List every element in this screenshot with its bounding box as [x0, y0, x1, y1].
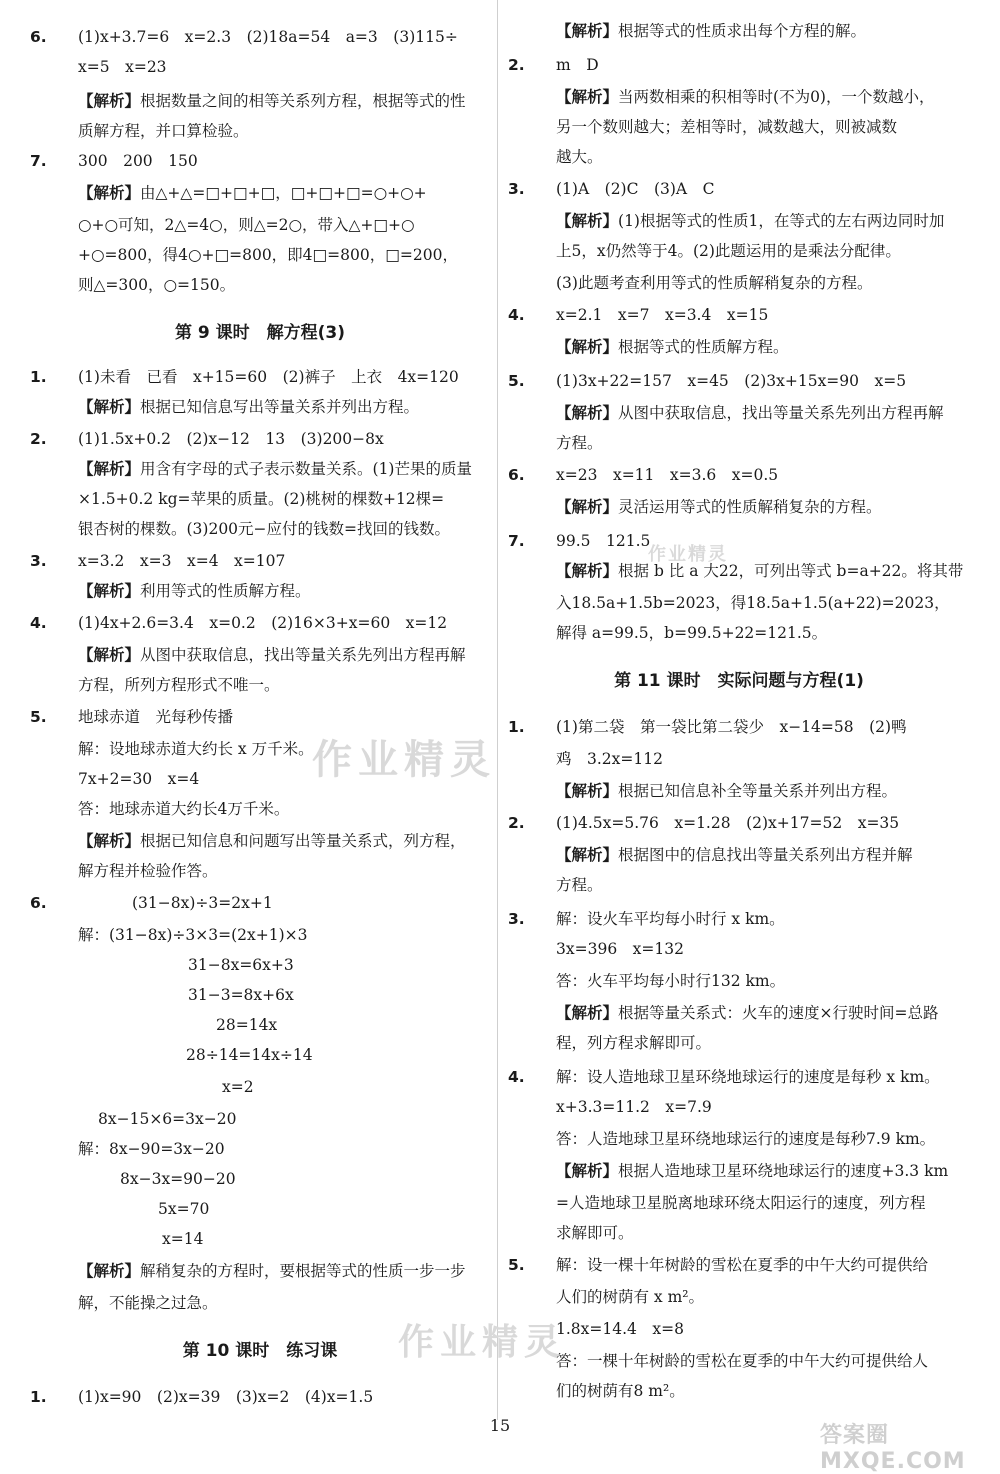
answer-text: (1)x+3.7=6 x=2.3 (2)18a=54 a=3 (3)115÷ — [78, 28, 458, 46]
equation: 31−3=8x+6x — [188, 986, 294, 1004]
equation: (31−8x)÷3=2x+1 — [132, 894, 273, 912]
question-7: 7. 99.5 121.5 — [508, 526, 970, 556]
question-number: 2. — [30, 430, 47, 448]
analysis-line: 程，列方程求解即可。 — [556, 1034, 712, 1052]
analysis-line: 【解析】根据图中的信息找出等量关系列出方程并解 — [556, 846, 913, 864]
question-4: 4. 解：设人造地球卫星环绕地球运行的速度是每秒 x km。 — [508, 1062, 970, 1092]
section-heading-10: 第 10 课时 练习课 — [182, 1341, 338, 1361]
solution-line: 人们的树荫有 x m²。 — [556, 1288, 705, 1306]
equation: x=14 — [162, 1230, 204, 1248]
analysis-line: 入18.5a+1.5b=2023，得18.5a+1.5(a+22)=2023， — [556, 594, 950, 612]
equation: 解：8x−90=3x−20 — [78, 1140, 225, 1158]
analysis-line: 【解析】解稍复杂的方程时，要根据等式的性质一步一步 — [78, 1262, 466, 1280]
equation: 31−8x=6x+3 — [188, 956, 294, 974]
question-2: 2. (1)1.5x+0.2 (2)x−12 13 (3)200−8x — [30, 424, 490, 454]
analysis-line: 【解析】根据等式的性质解方程。 — [556, 338, 789, 356]
question-number: 1. — [30, 368, 47, 386]
analysis-line: 质解方程，并口算检验。 — [78, 122, 249, 140]
watermark: 作业精灵 — [312, 737, 496, 783]
analysis-line: 方程，所列方程形式不唯一。 — [78, 676, 280, 694]
analysis-line: 【解析】根据人造地球卫星环绕地球运行的速度+3.3 km — [556, 1162, 949, 1180]
analysis-line: 【解析】根据已知信息和问题写出等量关系式，列方程， — [78, 832, 466, 850]
question-5: 5. (1)3x+22=157 x=45 (2)3x+15x=90 x=5 — [508, 366, 970, 396]
column-divider — [497, 0, 498, 1420]
analysis-line: =人造地球卫星脱离地球环绕太阳运行的速度，列方程 — [556, 1194, 926, 1212]
question-2: 2. m D — [508, 50, 970, 80]
question-number: 5. — [508, 1256, 525, 1274]
analysis-line: 银杏树的棵数。(3)200元−应付的钱数=找回的钱数。 — [78, 520, 451, 538]
question-5: 5. 地球赤道 光每秒传播 — [30, 702, 490, 732]
analysis-line: 【解析】(1)根据等式的性质1，在等式的左右两边同时加 — [556, 212, 945, 230]
analysis-line: 【解析】根据已知信息写出等量关系并列出方程。 — [78, 398, 420, 416]
answer-line: 鸡 3.2x=112 — [556, 750, 663, 768]
analysis-line: 方程。 — [556, 876, 603, 894]
solution-line: 1.8x=14.4 x=8 — [556, 1320, 684, 1338]
question-number: 1. — [30, 1388, 47, 1406]
answer-text: x=5 x=23 — [78, 58, 167, 76]
question-1: 1. (1)x=90 (2)x=39 (3)x=2 (4)x=1.5 — [30, 1382, 490, 1412]
analysis-line: 【解析】用含有字母的式子表示数量关系。(1)芒果的质量 — [78, 460, 472, 478]
question-number: 4. — [508, 1068, 525, 1086]
solution-line: 答：火车平均每小时行132 km。 — [556, 972, 786, 990]
solution-line: 们的树荫有8 m²。 — [556, 1382, 685, 1400]
question-number: 3. — [508, 180, 525, 198]
analysis-line: 【解析】根据 b 比 a 大22，可列出等式 b=a+22。将其带 — [556, 562, 964, 580]
question-1: 1. (1)未看 已看 x+15=60 (2)裤子 上衣 4x=120 — [30, 362, 490, 392]
analysis-line: 【解析】利用等式的性质解方程。 — [78, 582, 311, 600]
solution-line: 答：地球赤道大约长4万千米。 — [78, 800, 290, 818]
question-3: 3. (1)A (2)C (3)A C — [508, 174, 970, 204]
equation: 8x−15×6=3x−20 — [98, 1110, 237, 1128]
analysis-line: 【解析】灵活运用等式的性质解稍复杂的方程。 — [556, 498, 882, 516]
watermark: 作业精灵 — [648, 544, 728, 565]
question-number: 6. — [508, 466, 525, 484]
analysis-line: 越大。 — [556, 148, 603, 166]
equation: x=2 — [222, 1078, 254, 1096]
equation: 5x=70 — [158, 1200, 210, 1218]
analysis-line: 解，不能操之过急。 — [78, 1294, 218, 1312]
analysis-line: +○=800，得4○+□=800，即4□=800，□=200， — [78, 246, 458, 264]
analysis-line: 求解即可。 — [556, 1224, 634, 1242]
analysis-line: 【解析】从图中获取信息，找出等量关系先列出方程再解 — [556, 404, 944, 422]
question-number: 5. — [30, 708, 47, 726]
question-6: 6. x=23 x=11 x=3.6 x=0.5 — [508, 460, 970, 490]
equation: 8x−3x=90−20 — [120, 1170, 236, 1188]
analysis-line: 【解析】根据等量关系式：火车的速度×行驶时间=总路 — [556, 1004, 939, 1022]
analysis-line: (3)此题考查利用等式的性质解稍复杂的方程。 — [556, 274, 873, 292]
watermark: 作业精灵 — [398, 1322, 567, 1363]
analysis-line: 【解析】根据数量之间的相等关系列方程，根据等式的性 — [78, 92, 466, 110]
solution-line: 3x=396 x=132 — [556, 940, 684, 958]
question-3: 3. 解：设火车平均每小时行 x km。 — [508, 904, 970, 934]
question-4: 4. (1)4x+2.6=3.4 x=0.2 (2)16×3+x=60 x=12 — [30, 608, 490, 638]
analysis-line: 解得 a=99.5，b=99.5+22=121.5。 — [556, 624, 828, 642]
solution-line: 解：设地球赤道大约长 x 万千米。 — [78, 740, 314, 758]
analysis-line: ×1.5+0.2 kg=苹果的质量。(2)桃树的棵数+12棵= — [78, 490, 445, 508]
question-2: 2. (1)4.5x=5.76 x=1.28 (2)x+17=52 x=35 — [508, 808, 970, 838]
solution-line: 7x+2=30 x=4 — [78, 770, 200, 788]
analysis-line: 上5，x仍然等于4。(2)此题运用的是乘法分配律。 — [556, 242, 901, 260]
question-number: 6. — [30, 894, 47, 912]
analysis-line: 【解析】由△+△=□+□+□，□+□+□=○+○+ — [78, 184, 427, 202]
question-3: 3. x=3.2 x=3 x=4 x=107 — [30, 546, 490, 576]
question-6-line-1 — [30, 22, 490, 52]
question-7-line: 7. 300 200 150 — [30, 146, 490, 176]
equation: 28÷14=14x÷14 — [186, 1046, 313, 1064]
equation: 28=14x — [216, 1016, 278, 1034]
question-number: 6. — [30, 28, 47, 46]
question-number: 3. — [508, 910, 525, 928]
analysis-line: 另一个数则越大；差相等时，减数越大，则被减数 — [556, 118, 898, 136]
solution-line: 答：一棵十年树龄的雪松在夏季的中午大约可提供给人 — [556, 1352, 929, 1370]
analysis-line: 【解析】当两数相乘的积相等时(不为0)，一个数越小， — [556, 88, 935, 106]
site-logo: 答案圈 MXQE.COM — [820, 1423, 966, 1474]
question-4: 4. x=2.1 x=7 x=3.4 x=15 — [508, 300, 970, 330]
solution-line: x+3.3=11.2 x=7.9 — [556, 1098, 712, 1116]
analysis-line: ○+○可知，2△=4○，则△=2○，带入△+□+○ — [78, 216, 415, 234]
question-number: 2. — [508, 814, 525, 832]
analysis-line: 解方程并检验作答。 — [78, 862, 218, 880]
solution-line: 答：人造地球卫星环绕地球运行的速度是每秒7.9 km。 — [556, 1130, 936, 1148]
analysis-line: 则△=300，○=150。 — [78, 276, 236, 294]
question-number: 3. — [30, 552, 47, 570]
question-6-line-2 — [30, 52, 490, 82]
question-number: 4. — [30, 614, 47, 632]
analysis-line: 【解析】根据已知信息补全等量关系并列出方程。 — [556, 782, 898, 800]
question-number: 7. — [30, 152, 47, 170]
analysis-line: 【解析】从图中获取信息，找出等量关系先列出方程再解 — [78, 646, 466, 664]
section-heading-9: 第 9 课时 解方程(3) — [174, 323, 346, 343]
page-number: 15 — [489, 1416, 511, 1435]
analysis-line: 方程。 — [556, 434, 603, 452]
question-number: 4. — [508, 306, 525, 324]
question-number: 1. — [508, 718, 525, 736]
question-number: 5. — [508, 372, 525, 390]
question-number: 7. — [508, 532, 525, 550]
analysis-line: 【解析】根据等式的性质求出每个方程的解。 — [556, 22, 867, 40]
equation: 解：(31−8x)÷3×3=(2x+1)×3 — [78, 926, 308, 944]
question-1: 1. (1)第二袋 第一袋比第二袋少 x−14=58 (2)鸭 — [508, 712, 970, 742]
section-heading-11: 第 11 课时 实际问题与方程(1) — [614, 671, 864, 691]
question-number: 2. — [508, 56, 525, 74]
question-5: 5. 解：设一棵十年树龄的雪松在夏季的中午大约可提供给 — [508, 1250, 970, 1280]
